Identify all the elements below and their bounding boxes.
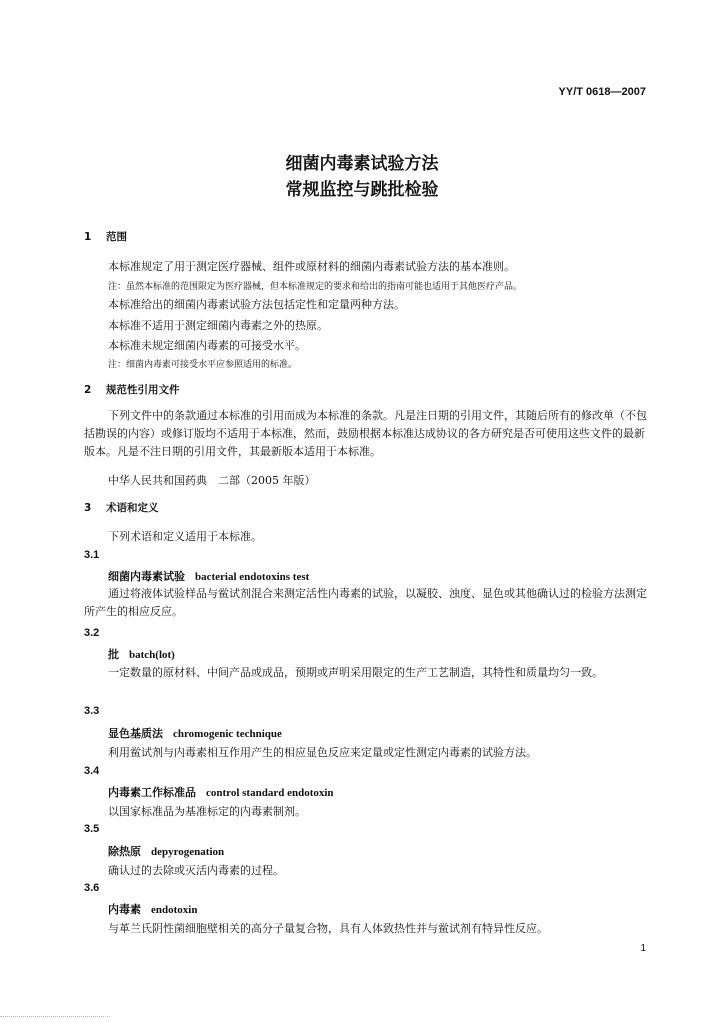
reference-item: 中华人民共和国药典 二部（2005 年版） — [108, 474, 316, 487]
term-definition: 与革兰氏阴性菌细胞壁相关的高分子量复合物，具有人体致热性并与鲎试剂有特异性反应。 — [108, 922, 548, 935]
terms-intro: 下列术语和定义适用于本标准。 — [108, 530, 262, 543]
page-number: 1 — [640, 943, 646, 954]
section-title: 规范性引用文件 — [106, 384, 180, 396]
section-2-heading — [84, 382, 180, 397]
term-english: bacterial endotoxins test — [195, 571, 310, 583]
term-english: endotoxin — [151, 904, 198, 916]
scope-paragraph: 本标准规定了用于测定医疗器械、组件或原材料的细菌内毒素试验方法的基本准则。 — [108, 260, 515, 273]
term-english: batch(lot) — [129, 649, 175, 661]
section-title: 术语和定义 — [106, 502, 159, 514]
scope-paragraph: 本标准未规定细菌内毒素的可接受水平。 — [108, 339, 306, 352]
term-entry — [108, 784, 334, 800]
clause-number: 3.2 — [84, 627, 100, 639]
term-entry — [108, 646, 175, 662]
term-english: depyrogenation — [151, 846, 225, 858]
section-number: 3 — [84, 502, 92, 514]
term-english: chromogenic technique — [173, 728, 282, 740]
scope-note: 注：细菌内毒素可接受水平应参照适用的标准。 — [108, 360, 298, 370]
term-entry — [108, 901, 197, 917]
term-entry — [108, 568, 309, 584]
term-definition: 通过将液体试验样品与鲎试剂混合来测定活性内毒素的试验，以凝胶、浊度、显色或其他确认过的检验方法测定所产生的相应反应。 — [84, 587, 647, 618]
standard-code: YY/T 0618—2007 — [558, 86, 646, 98]
clause-number: 3.3 — [84, 705, 100, 717]
footer-divider — [0, 1016, 110, 1017]
term-english: control standard endotoxin — [206, 787, 334, 799]
term-entry — [108, 843, 224, 859]
term-chinese: 内毒素工作标准品 — [108, 786, 196, 799]
scope-note: 注：虽然本标准的范围限定为医疗器械，但本标准规定的要求和给出的指南可能也适用于其他医疗产品。 — [108, 282, 523, 292]
term-chinese: 除热原 — [108, 845, 141, 858]
section-3-heading — [84, 500, 159, 515]
document-title-line2: 常规监控与跳批检验 — [285, 180, 439, 200]
term-chinese: 批 — [108, 648, 119, 661]
scope-paragraph: 本标准不适用于测定细菌内毒素之外的热原。 — [108, 319, 328, 332]
clause-number: 3.4 — [84, 765, 100, 777]
section-title: 范围 — [106, 231, 127, 243]
section-number: 2 — [84, 384, 92, 396]
scope-paragraph: 本标准给出的细菌内毒素试验方法包括定性和定量两种方法。 — [108, 298, 405, 311]
term-definition: 确认过的去除或灭活内毒素的过程。 — [108, 864, 284, 877]
document-title-line1: 细菌内毒素试验方法 — [285, 154, 439, 174]
section-1-heading — [84, 229, 127, 244]
term-chinese: 内毒素 — [108, 903, 141, 916]
term-definition: 利用鲎试剂与内毒素相互作用产生的相应显色反应来定量或定性测定内毒素的试验方法。 — [108, 746, 537, 759]
references-paragraph: 下列文件中的条款通过本标准的引用而成为本标准的条款。凡是注日期的引用文件，其随后所有的修改单（不包括勘误的内容）或修订版均不适用于本标准，然而，鼓励根据本标准达成协议的各方研究是否可使用这些文件的最新版本。凡是不注日期的引用文件，其最新版本适用于本标准。 — [84, 409, 647, 458]
term-entry — [108, 725, 282, 741]
term-definition: 一定数量的原材料、中间产品或成品，预期或声明采用限定的生产工艺制造，其特性和质量均匀一致。 — [108, 666, 603, 679]
term-chinese: 显色基质法 — [108, 727, 163, 740]
clause-number: 3.5 — [84, 823, 100, 835]
clause-number: 3.1 — [84, 549, 100, 561]
term-chinese: 细菌内毒素试验 — [108, 570, 185, 583]
clause-number: 3.6 — [84, 882, 100, 894]
term-definition: 以国家标准品为基准标定的内毒素制剂。 — [108, 805, 306, 818]
section-number: 1 — [84, 231, 92, 243]
